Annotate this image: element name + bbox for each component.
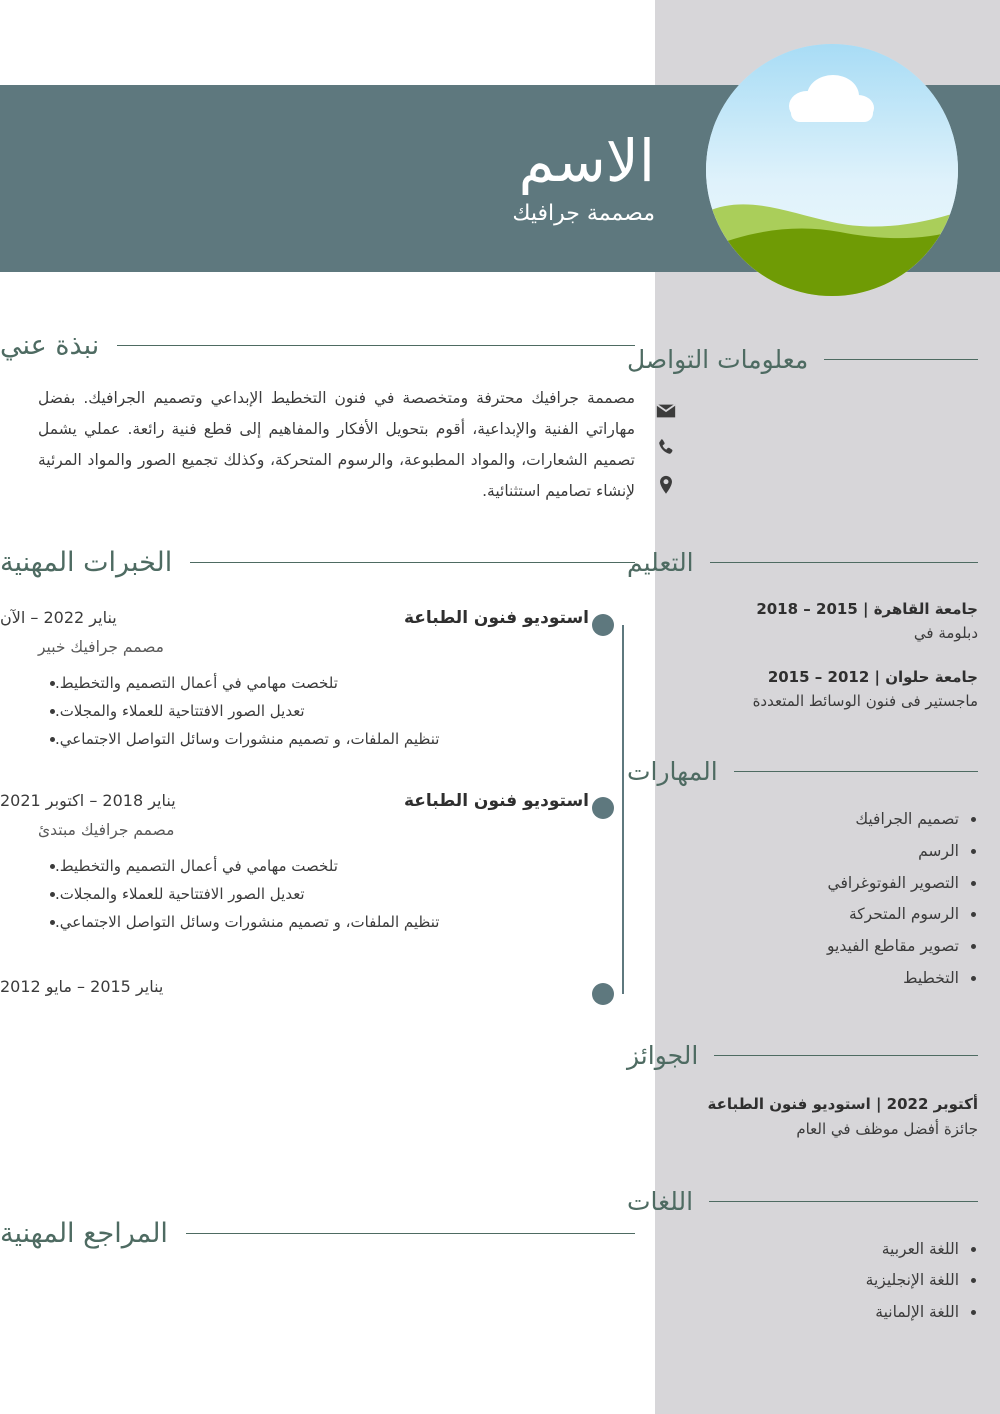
about-text: مصممة جرافيك محترفة ومتخصصة في فنون التخطيط الإبداعي وتصميم الجرافيك. بفضل مهاراتي الفنية والإبداعية، أقوم بتحويل الأفكار والمفاهيم إلى قطع فنية رائعة. عملي يشمل تصميم الشعارات، والمواد المطبوعة، والرسوم المتحركة، وكذلك تجميع الصور والمواد المرئية لإنشاء تصاميم استثنائية. bbox=[38, 389, 635, 500]
skill-label: الرسوم المتحركة bbox=[848, 905, 959, 924]
experience-item-header bbox=[0, 608, 589, 628]
timeline-dot bbox=[592, 614, 614, 636]
section-heading-experience bbox=[0, 547, 655, 578]
skill-label: تصوير مقاطع الفيديو bbox=[827, 937, 959, 956]
list-item bbox=[38, 698, 589, 726]
education-item bbox=[665, 665, 978, 713]
heading-rule bbox=[710, 562, 978, 563]
list-item bbox=[665, 931, 976, 963]
list-item bbox=[665, 804, 976, 836]
list-item bbox=[38, 670, 589, 698]
section-heading-references bbox=[0, 1218, 635, 1249]
contact-row-location[interactable] bbox=[655, 474, 689, 496]
contact-row-phone[interactable] bbox=[655, 437, 689, 459]
experience-role: مصمم جرافيك خبير bbox=[38, 638, 164, 656]
references-section bbox=[0, 1218, 655, 1249]
bullet-dot-icon bbox=[971, 944, 976, 949]
award-title: جائزة أفضل موظف في العام bbox=[796, 1120, 978, 1139]
bullet-text: تنظيم الملفات، و تصميم منشورات وسائل التواصل الاجتماعي. bbox=[55, 912, 440, 931]
section-heading-education bbox=[627, 548, 1000, 577]
sidebar-section-languages bbox=[627, 1186, 1000, 1329]
language-label: اللغة الإنجليزية bbox=[865, 1271, 959, 1290]
section-heading-skills bbox=[627, 757, 1000, 786]
bullet-text: تنظيم الملفات، و تصميم منشورات وسائل التواصل الاجتماعي. bbox=[55, 729, 440, 748]
list-item bbox=[38, 909, 589, 937]
experience-dates: يناير 2018 – اكتوبر 2021 bbox=[0, 791, 176, 811]
heading-rule bbox=[117, 345, 635, 346]
heading-rule bbox=[709, 1201, 978, 1202]
bullet-dot-icon bbox=[971, 1247, 976, 1252]
experience-company: استوديو فنون الطباعة bbox=[404, 791, 589, 812]
section-heading-contact bbox=[627, 345, 1000, 374]
education-degree: ماجستير فى فنون الوسائط المتعددة bbox=[752, 692, 978, 710]
bullet-dot-icon bbox=[971, 849, 976, 854]
experience-item bbox=[0, 608, 635, 753]
experience-item-header bbox=[0, 791, 589, 811]
references-heading-label: المراجع المهنية bbox=[0, 1218, 168, 1249]
heading-rule bbox=[824, 359, 978, 360]
list-item bbox=[38, 881, 589, 909]
experience-dates: يناير 2022 – الآن bbox=[0, 608, 117, 627]
section-heading-awards bbox=[627, 1041, 1000, 1070]
awards-list bbox=[655, 1092, 1000, 1143]
section-heading-about bbox=[0, 330, 655, 361]
experience-bullet-list bbox=[0, 670, 589, 753]
list-item bbox=[665, 1265, 976, 1297]
languages-heading-label: اللغات bbox=[627, 1186, 694, 1216]
contact-list bbox=[655, 400, 1000, 496]
awards-heading-label: الجوائز bbox=[627, 1040, 699, 1070]
section-heading-languages bbox=[627, 1187, 1000, 1216]
avatar bbox=[706, 44, 958, 296]
list-item bbox=[665, 899, 976, 931]
list-item bbox=[665, 836, 976, 868]
heading-rule bbox=[190, 562, 635, 563]
sidebar-section-awards bbox=[627, 1040, 1000, 1143]
skill-label: التخطيط bbox=[903, 968, 959, 987]
list-item bbox=[38, 853, 589, 881]
experience-dates: يناير 2015 – مايو 2012 bbox=[0, 976, 164, 996]
main-column bbox=[0, 330, 655, 1003]
experience-item bbox=[0, 791, 635, 936]
list-item bbox=[665, 868, 976, 900]
landscape-photo-placeholder-icon bbox=[706, 44, 958, 296]
skills-heading-label: المهارات bbox=[627, 757, 718, 786]
bullet-text: تعديل الصور الافتتاحية للعملاء والمجلات. bbox=[55, 701, 305, 720]
sidebar-section-contact bbox=[627, 345, 1000, 496]
heading-rule bbox=[734, 771, 978, 772]
experience-role: مصمم جرافيك مبتدئ bbox=[38, 821, 175, 840]
sidebar-section-skills bbox=[627, 757, 1000, 995]
about-heading-label: نبذة عني bbox=[0, 330, 100, 361]
languages-list bbox=[655, 1234, 1000, 1329]
experience-item-header bbox=[0, 977, 589, 996]
heading-rule bbox=[186, 1233, 635, 1234]
bullet-text: تلخصت مهامي في أعمال التصميم والتخطيط. bbox=[55, 674, 338, 692]
education-heading-label: التعليم bbox=[627, 548, 694, 577]
contact-row-email[interactable] bbox=[655, 400, 689, 422]
experience-timeline bbox=[0, 608, 655, 1003]
education-degree: دبلومة في bbox=[913, 624, 978, 642]
award-date-org: أكتوبر 2022 | استوديو فنون الطباعة bbox=[707, 1094, 978, 1113]
language-label: اللغة العربية bbox=[881, 1239, 959, 1258]
education-institution-dates: جامعة حلوان | 2012 – 2015 bbox=[767, 668, 978, 686]
list-item bbox=[665, 963, 976, 995]
bullet-text: تعديل الصور الافتتاحية للعملاء والمجلات. bbox=[55, 885, 305, 903]
envelope-icon bbox=[655, 400, 677, 422]
list-item bbox=[665, 1234, 976, 1266]
experience-bullet-list bbox=[0, 853, 589, 936]
bullet-dot-icon bbox=[971, 1310, 976, 1315]
bullet-text: تلخصت مهامي في أعمال التصميم والتخطيط. bbox=[55, 857, 338, 876]
list-item bbox=[38, 726, 589, 754]
sidebar-column bbox=[627, 345, 1000, 1329]
experience-item bbox=[0, 977, 635, 1003]
bullet-dot-icon bbox=[971, 912, 976, 917]
timeline-dot bbox=[592, 983, 614, 1005]
experience-heading-label: الخبرات المهنية bbox=[0, 547, 173, 578]
skill-label: التصوير الفوتوغرافي bbox=[827, 873, 959, 892]
experience-company: استوديو فنون الطباعة bbox=[404, 608, 589, 628]
timeline-dot bbox=[592, 797, 614, 819]
education-list bbox=[655, 597, 1000, 713]
page-title: الاسم bbox=[518, 126, 655, 195]
bullet-dot-icon bbox=[971, 881, 976, 886]
education-institution-dates: جامعة القاهرة | 2015 – 2018 bbox=[756, 600, 978, 618]
sidebar-section-education bbox=[627, 548, 1000, 713]
bullet-dot-icon bbox=[971, 976, 976, 981]
contact-heading-label: معلومات التواصل bbox=[627, 345, 809, 374]
job-title: مصممة جرافيك bbox=[512, 201, 655, 227]
skill-label: تصميم الجرافيك bbox=[855, 810, 959, 828]
header-text-block bbox=[0, 85, 655, 272]
list-item bbox=[665, 1297, 976, 1329]
heading-rule bbox=[714, 1055, 978, 1056]
skills-list bbox=[655, 804, 1000, 995]
education-item bbox=[665, 597, 978, 645]
bullet-dot-icon bbox=[971, 817, 976, 822]
skill-label: الرسم bbox=[918, 841, 959, 860]
location-pin-icon bbox=[655, 474, 677, 496]
language-label: اللغة الإلمانية bbox=[875, 1303, 959, 1322]
award-item bbox=[665, 1092, 978, 1143]
phone-icon bbox=[655, 437, 677, 459]
bullet-dot-icon bbox=[971, 1278, 976, 1283]
